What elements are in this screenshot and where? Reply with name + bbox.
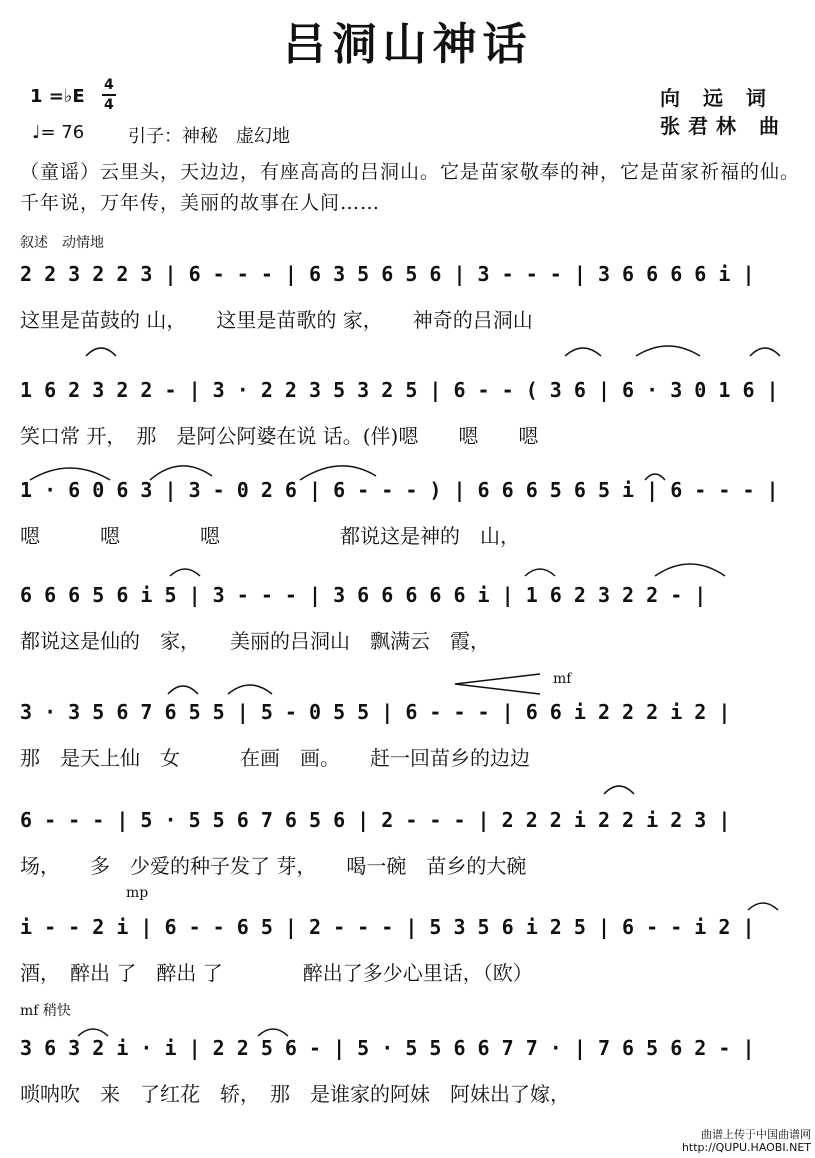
notation-line: 3 6 3 2 i · i | 2 2 5 6 - | 5 · 5 5 6 6 7 7 · | 7 6 5 6 2 - | — [20, 1036, 755, 1060]
lyric-line: 场， 多 少爱的种子发了 芽， 喝一碗 苗乡的大碗 — [20, 854, 527, 878]
notation-line: 1 · 6 0 6 3 | 3 - 0 2 6 | 6 - - - ) | 6 6 6 5 6 5 i | 6 - - - | — [20, 478, 779, 502]
crescendo-hairpin — [455, 674, 540, 694]
composer-credit: 张君林 曲 — [660, 114, 787, 138]
slur — [565, 348, 601, 356]
slur — [258, 1029, 288, 1036]
tempo-marking: ♩= 76 — [32, 122, 85, 143]
slur — [150, 466, 212, 480]
lyric-line: 唢呐吹 来 了红花 轿， 那 是谁家的阿妹 阿妹出了嫁， — [20, 1082, 570, 1106]
slur — [604, 786, 634, 794]
page-title: 吕洞山神话 — [282, 19, 533, 70]
slur — [655, 564, 725, 576]
lyric-line: 酒， 醉出 了 醉出 了 醉出了多少心里话，（欧） — [20, 961, 533, 985]
slur — [525, 569, 555, 576]
notation-line: 6 6 6 5 6 i 5 | 3 - - - | 3 6 6 6 6 6 i | 1 6 2 3 2 2 - | — [20, 583, 707, 607]
footer-watermark — [682, 1128, 811, 1154]
slur — [78, 1029, 108, 1036]
dynamic-mark-mp: mp — [126, 885, 149, 901]
slur — [750, 348, 780, 356]
slur — [748, 903, 778, 910]
key-signature: 1 =♭E — [30, 86, 85, 107]
expression-mark-narrative: 叙述 动情地 — [20, 235, 104, 251]
dynamic-mark-mf-faster: mf 稍快 — [20, 1003, 71, 1019]
notation-line: 1 6 2 3 2 2 - | 3 · 2 2 3 5 3 2 5 | 6 - - ( 3 6 | 6 · 3 0 1 6 | — [20, 378, 779, 402]
slur — [228, 685, 272, 694]
footer-line-1: 曲谱上传于中国曲谱网 — [701, 1128, 811, 1141]
time-signature-top: 4 — [104, 77, 114, 93]
lyricist-credit: 向 远 词 — [660, 86, 774, 110]
lyric-line: 都说这是仙的 家， 美丽的吕洞山 飘满云 霞， — [20, 629, 490, 653]
notation-line: 3 · 3 5 6 7 6 5 5 | 5 - 0 5 5 | 6 - - - | 6 6 i 2 2 2 i 2 | — [20, 700, 731, 724]
lyric-line: 这里是苗鼓的 山， 这里是苗歌的 家， 神奇的吕洞山 — [20, 308, 533, 332]
slur — [168, 686, 198, 694]
slur — [645, 474, 665, 480]
notation-line: 6 - - - | 5 · 5 5 6 7 6 5 6 | 2 - - - | 2 2 2 i 2 2 i 2 3 | — [20, 808, 731, 832]
slur — [86, 348, 116, 356]
slur — [300, 466, 376, 480]
slur — [170, 569, 200, 576]
slur — [30, 468, 110, 480]
intro-prose: （童谣）云里头，天边边，有座高高的吕洞山。它是苗家敬奉的神，它是苗家祈福的仙。千年说，万年传，美丽的故事在人间…… — [20, 161, 801, 214]
lyric-line: 嗯 嗯 嗯 都说这是神的 山， — [20, 524, 520, 548]
intro-marking: 引子：神秘 虚幻地 — [128, 126, 290, 147]
footer-line-2: http://QUPU.HAOBI.NET — [681, 1141, 811, 1154]
dynamic-mark-mf: mf — [553, 671, 572, 687]
notation-line: i - - 2 i | 6 - - 6 5 | 2 - - - | 5 3 5 6 i 2 5 | 6 - - i 2 | — [20, 915, 755, 939]
time-signature-bottom: 4 — [104, 97, 114, 113]
slur — [636, 346, 700, 356]
lyric-line: 那 是天上仙 女 在画 画。 赶一回苗乡的边边 — [20, 746, 530, 770]
notation-line: 2 2 3 2 2 3 | 6 - - - | 6 3 5 6 5 6 | 3 - - - | 3 6 6 6 6 i | — [20, 262, 755, 286]
lyric-line: 笑口常 开， 那 是阿公阿婆在说 话。(伴)嗯 嗯 嗯 — [20, 424, 539, 448]
